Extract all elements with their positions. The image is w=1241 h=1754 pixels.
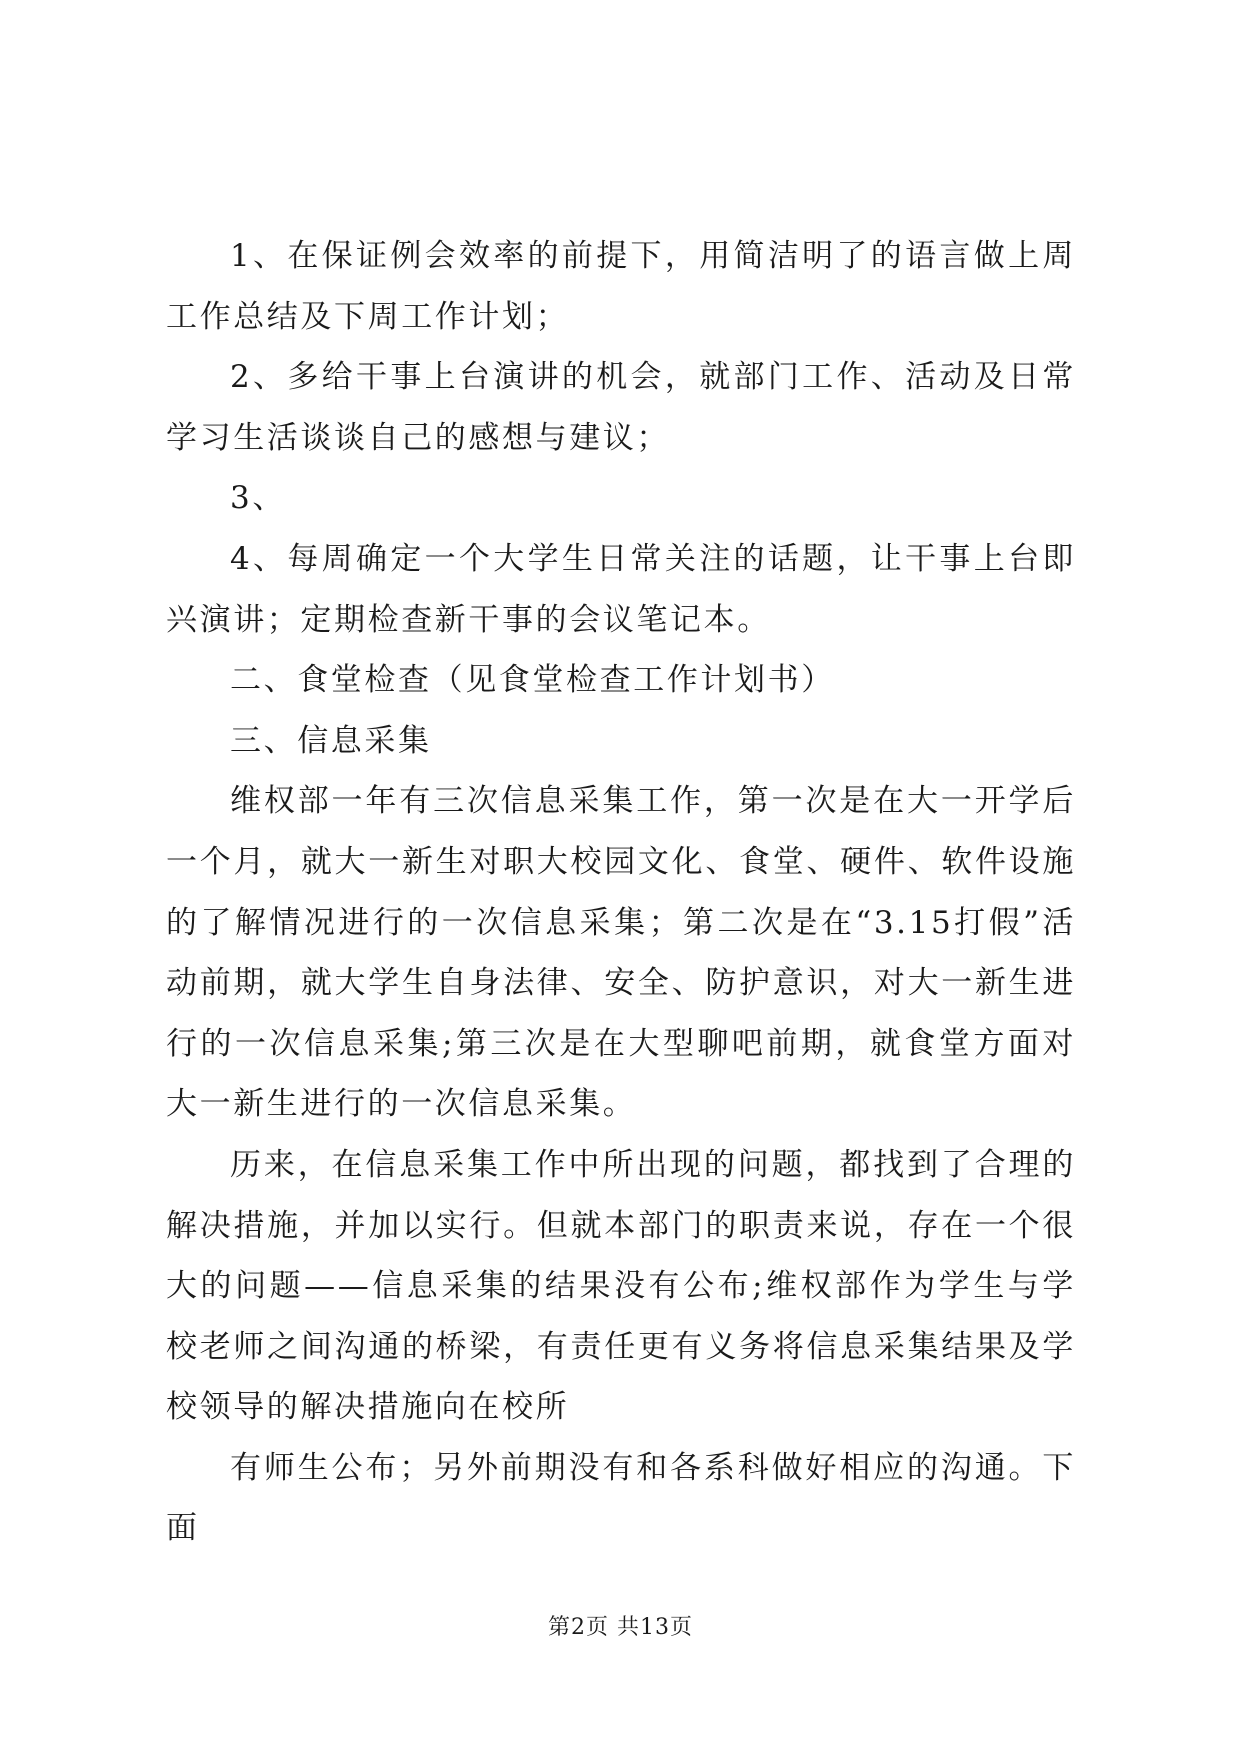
paragraph-info-collection: 维权部一年有三次信息采集工作，第一次是在大一开学后一个月，就大一新生对职大校园文化、食堂、硬件、软件设施的了解情况进行的一次信息采集；第二次是在“3.15打假”活动前期，就大学生自身法律、安全、防护意识，对大一新生进行的一次信息采集;第三次是在大型聊吧前期，就食堂方面对大一新生进行的一次信息采集。 — [166, 783, 1076, 1123]
document-body — [166, 226, 1076, 1559]
paragraph-continuation: 有师生公布；另外前期没有和各系科做好相应的沟通。下面 — [166, 1449, 1076, 1547]
paragraph-item-4: 4、每周确定一个大学生日常关注的话题，让干事上台即兴演讲；定期检查新干事的会议笔记本。 — [166, 540, 1076, 638]
paragraph-item-2: 2、多给干事上台演讲的机会，就部门工作、活动及日常学习生活谈谈自己的感想与建议； — [166, 359, 1076, 456]
paragraph-item-3: 3、 — [230, 480, 286, 517]
section-heading-canteen: 二、食堂检查（见食堂检查工作计划书） — [230, 662, 835, 699]
section-heading-info-collection: 三、信息采集 — [230, 722, 432, 759]
paragraph-item-1: 1、在保证例会效率的前提下，用简洁明了的语言做上周工作总结及下周工作计划； — [166, 238, 1076, 335]
page-number-footer: 第2页 共13页 — [548, 1615, 693, 1640]
paragraph-problems: 历来，在信息采集工作中所出现的问题，都找到了合理的解决措施，并加以实行。但就本部门的职责来说，存在一个很大的问题——信息采集的结果没有公布;维权部作为学生与学校老师之间沟通的桥梁，有责任更有义务将信息采集结果及学校领导的解决措施向在校所 — [166, 1146, 1076, 1426]
